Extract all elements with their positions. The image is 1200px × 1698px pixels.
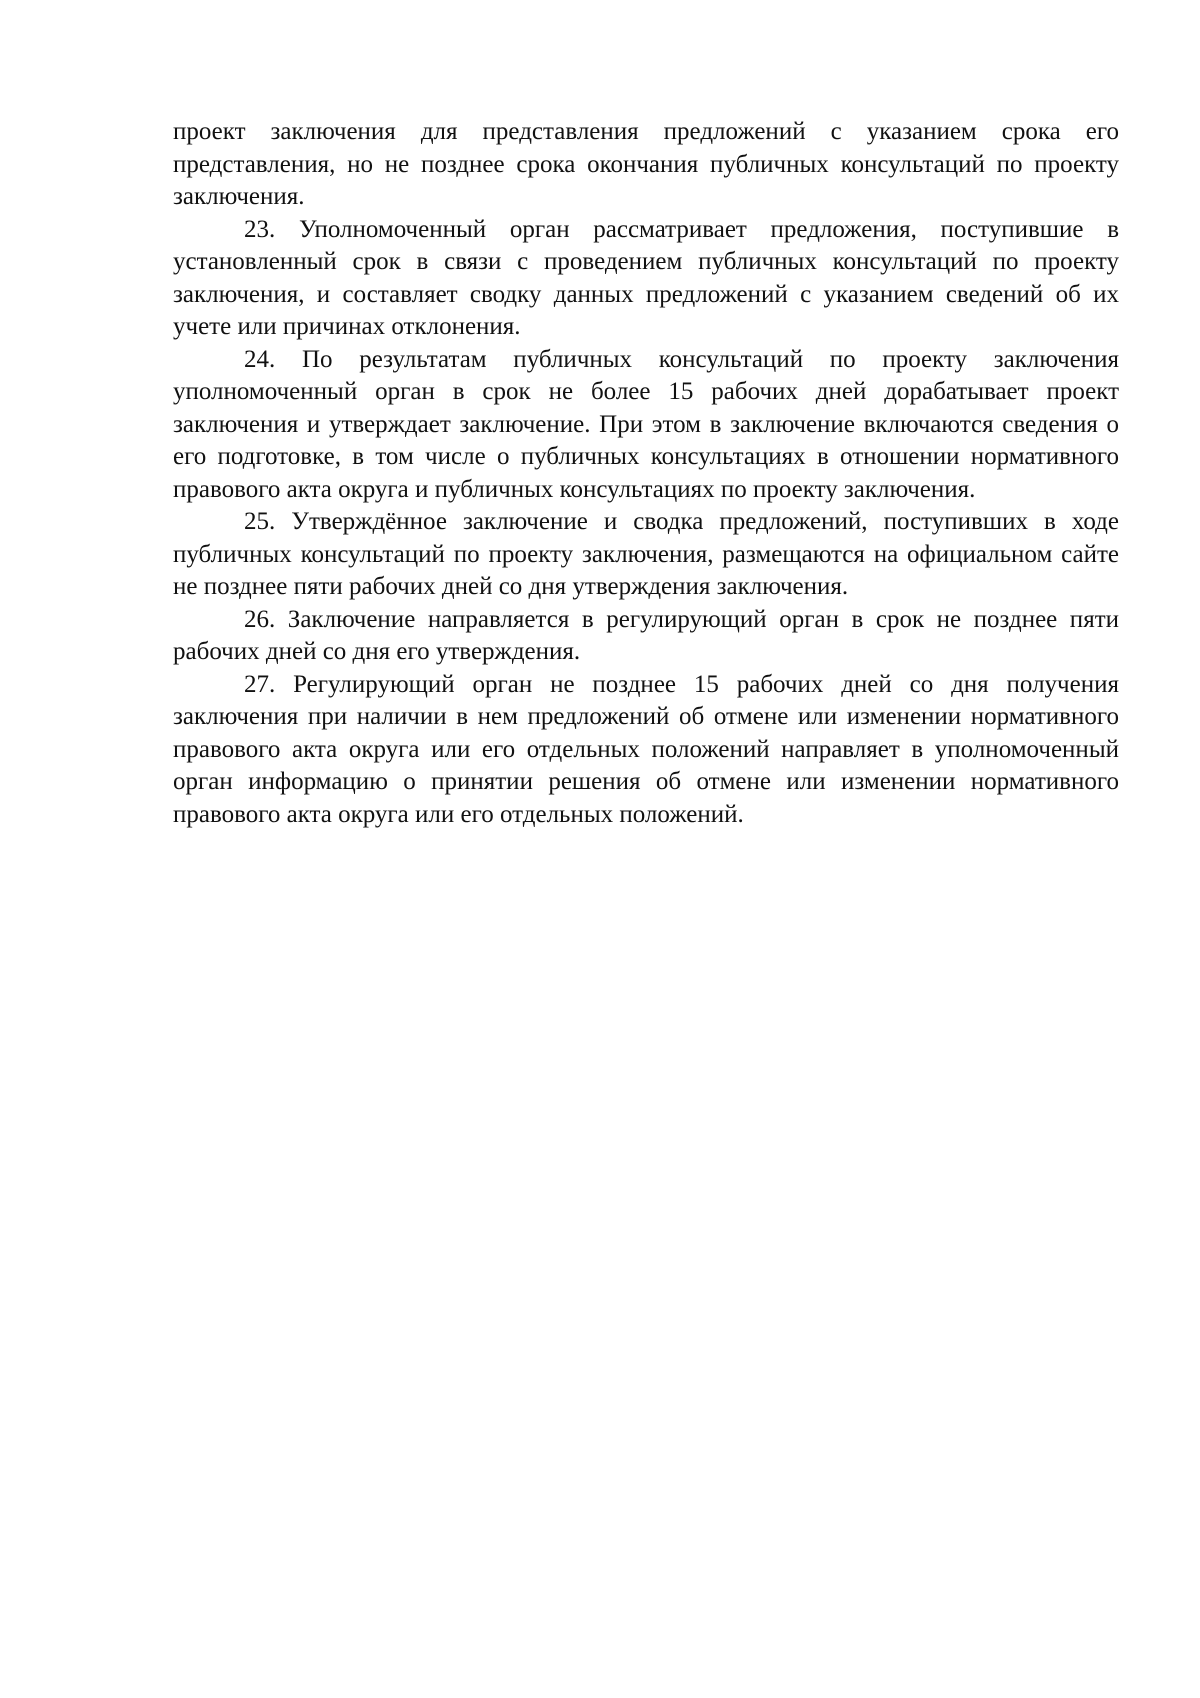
paragraph-26: 26. Заключение направляется в регулирующий орган в срок не позднее пяти рабочих дней со дня его утверждения. — [173, 605, 1119, 665]
paragraph-24: 24. По результатам публичных консультаций по проекту заключения уполномоченный орган в срок не более 15 рабочих дней дорабатывает проект заключения и утверждает заключение. При этом в заключение включаются сведения о его подготовке, в том числе о публичных консультациях в отношении нормативного правового акта округа и публичных консультациях по проекту заключения. — [173, 345, 1119, 503]
paragraph-23: 23. Уполномоченный орган рассматривает предложения, поступившие в установленный срок в связи с проведением публичных консультаций по проекту заключения, и составляет сводку данных предложений с указанием сведений об их учете или причинах отклонения. — [173, 215, 1119, 340]
paragraph-25: 25. Утверждённое заключение и сводка предложений, поступивших в ходе публичных консультаций по проекту заключения, размещаются на официальном сайте не позднее пяти рабочих дней со дня утверждения заключения. — [173, 508, 1119, 600]
paragraph-continuation: проект заключения для представления предложений с указанием срока его представления, но не позднее срока окончания публичных консультаций по проекту заключения. — [173, 118, 1119, 210]
document-body — [173, 116, 1119, 831]
paragraph-27: 27. Регулирующий орган не позднее 15 рабочих дней со дня получения заключения при наличии в нем предложений об отмене или изменении нормативного правового акта округа или его отдельных положений направляет в уполномоченный орган информацию о принятии решения об отмене или изменении нормативного правового акта округа или его отдельных положений. — [173, 670, 1119, 828]
